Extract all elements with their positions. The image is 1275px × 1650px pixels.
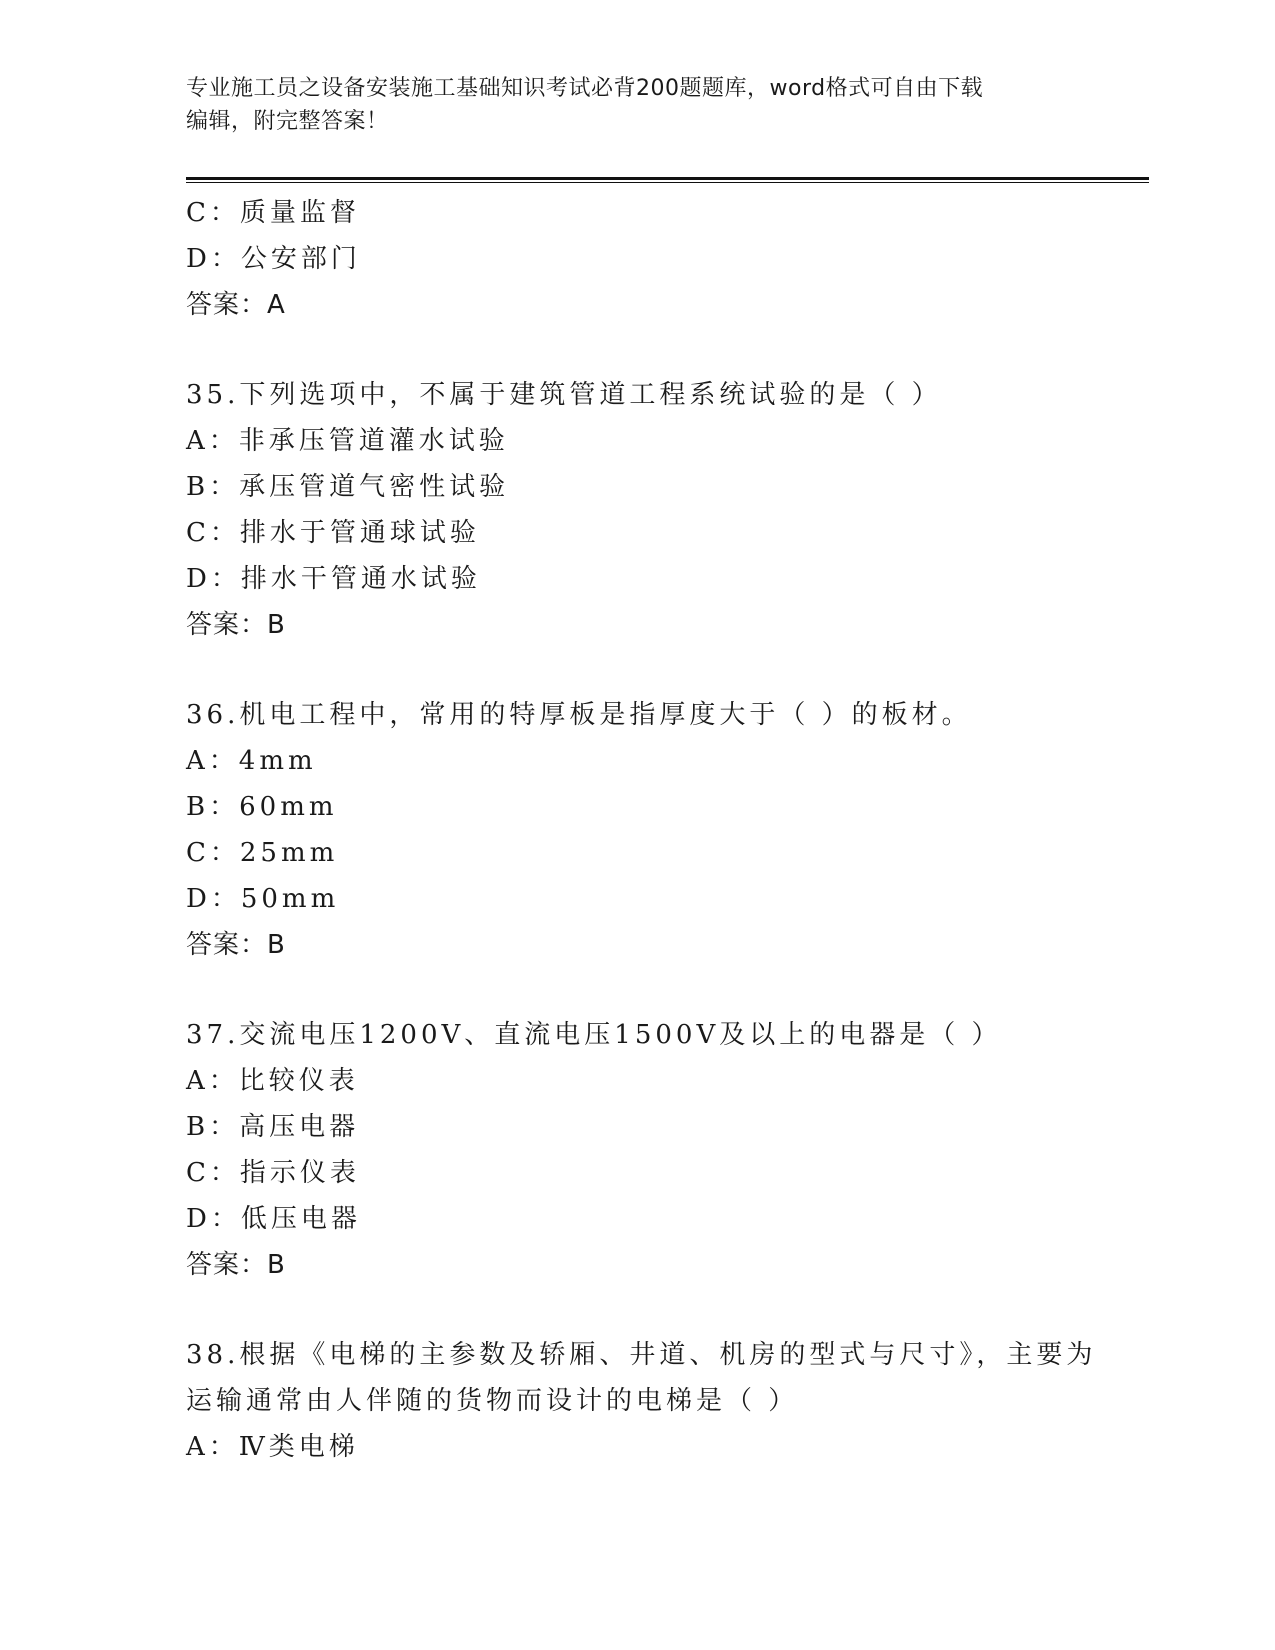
option-c: C：指示仪表 [186, 1158, 360, 1188]
option-b: B：高压电器 [186, 1112, 360, 1142]
option-d: D：50mm [186, 884, 340, 914]
question-36 [186, 692, 1086, 968]
question-37 [186, 1012, 1086, 1288]
header-divider-thin [186, 182, 1149, 183]
option-d: D：低压电器 [186, 1204, 361, 1234]
answer-line: 答案：B [186, 610, 286, 640]
question-34-partial [186, 190, 1086, 328]
question-stem-line-1: 38.根据《电梯的主参数及轿厢、井道、机房的型式与尺寸》，主要为 [186, 1340, 1097, 1370]
option-a: A：4mm [186, 746, 317, 776]
option-d: D：公安部门 [186, 244, 361, 274]
option-a: A：非承压管道灌水试验 [186, 426, 509, 456]
option-b: B：承压管道气密性试验 [186, 472, 510, 502]
header-line-1: 专业施工员之设备安装施工基础知识考试必背200题题库，word格式可自由下载 [186, 76, 984, 101]
question-stem: 37.交流电压1200V、直流电压1500V及以上的电器是（ ） [186, 1020, 1002, 1050]
question-38 [186, 1332, 1097, 1470]
question-35 [186, 372, 1086, 648]
question-stem: 35.下列选项中，不属于建筑管道工程系统试验的是（ ） [186, 380, 942, 410]
option-c: C：质量监督 [186, 198, 360, 228]
document-header [186, 72, 1086, 138]
answer-line: 答案：A [186, 290, 286, 320]
question-stem: 36.机电工程中，常用的特厚板是指厚度大于（ ）的板材。 [186, 700, 972, 730]
answer-line: 答案：B [186, 1250, 286, 1280]
header-line-2: 编辑，附完整答案！ [186, 109, 389, 134]
option-b: B：60mm [186, 792, 338, 822]
option-c: C：排水于管通球试验 [186, 518, 480, 548]
option-d: D：排水干管通水试验 [186, 564, 481, 594]
answer-line: 答案：B [186, 930, 286, 960]
option-a: A：比较仪表 [186, 1066, 359, 1096]
option-a: A：Ⅳ类电梯 [186, 1432, 359, 1462]
question-stem-line-2: 运输通常由人伴随的货物而设计的电梯是（ ） [186, 1386, 799, 1416]
option-c: C：25mm [186, 838, 339, 868]
question-list [186, 190, 1097, 1470]
header-divider-thick [186, 177, 1149, 180]
